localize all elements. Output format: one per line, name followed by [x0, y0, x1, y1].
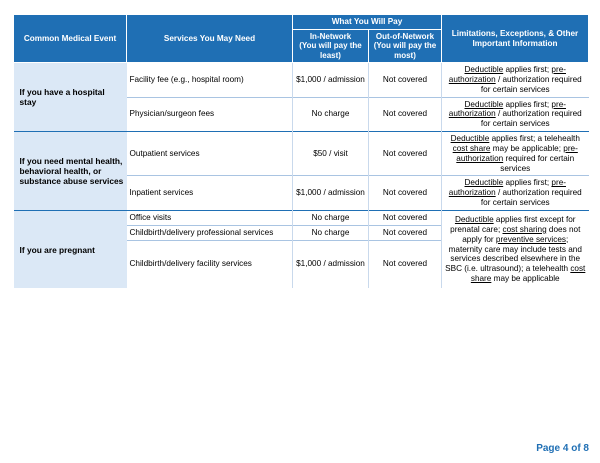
in-network-cost: $50 / visit: [293, 132, 369, 176]
header-out-network-label: Out-of-Network: [375, 31, 435, 41]
glossary-term: pre-authorization: [448, 178, 566, 198]
glossary-term: Deductible: [464, 65, 504, 74]
limitations-cell: [442, 132, 589, 176]
service-cell: Childbirth/delivery facility services: [127, 240, 293, 288]
service-cell: Facility fee (e.g., hospital room): [127, 63, 293, 98]
in-network-cost: No charge: [293, 210, 369, 225]
out-network-cost: Not covered: [369, 132, 442, 176]
glossary-term: cost share: [452, 143, 491, 153]
glossary-term: preventive services: [495, 234, 566, 244]
glossary-term: pre-authorization: [456, 143, 578, 163]
limitations-cell: [442, 210, 589, 288]
header-common-medical-event: Common Medical Event: [14, 15, 127, 63]
event-hospital-stay: If you have a hospital stay: [14, 63, 127, 132]
limitation-text: may be applicable: [491, 274, 560, 284]
glossary-term: pre-authorization: [448, 99, 566, 119]
header-in-network-sub: (You will pay the least): [299, 41, 362, 60]
header-out-of-network: [369, 30, 442, 63]
header-in-network: [293, 30, 369, 63]
limitation-text: / authorization required for certain services: [480, 74, 582, 94]
header-limitations: Limitations, Exceptions, & Other Important Information: [442, 15, 589, 63]
in-network-cost: $1,000 / admission: [293, 240, 369, 288]
benefits-table: [13, 14, 589, 288]
header-what-you-will-pay: What You Will Pay: [293, 15, 442, 30]
limitation-text: / authorization required for certain services: [480, 109, 582, 129]
header-services-you-may-need: Services You May Need: [127, 15, 293, 63]
out-network-cost: Not covered: [369, 63, 442, 98]
table-row: [14, 210, 589, 225]
limitation-text: applies first except for prenatal care;: [450, 215, 576, 234]
in-network-cost: $1,000 / admission: [293, 176, 369, 211]
header-out-network-sub: (You will pay the most): [373, 41, 437, 60]
service-cell: Office visits: [127, 210, 293, 225]
limitations-cell: [442, 176, 589, 211]
limitation-text: / authorization required for certain services: [480, 188, 582, 208]
limitation-text: may be applicable;: [490, 143, 564, 153]
in-network-cost: $1,000 / admission: [293, 63, 369, 98]
limitation-text: applies first;: [503, 99, 552, 109]
out-network-cost: Not covered: [369, 97, 442, 132]
glossary-term: cost share: [470, 264, 586, 284]
glossary-term: cost sharing: [502, 224, 547, 234]
out-network-cost: Not covered: [369, 240, 442, 288]
out-network-cost: Not covered: [369, 225, 442, 240]
out-network-cost: Not covered: [369, 210, 442, 225]
limitation-text: does not apply for: [462, 224, 581, 244]
glossary-term: Deductible: [450, 134, 490, 144]
limitation-text: applies first;: [503, 65, 552, 74]
service-cell: Outpatient services: [127, 132, 293, 176]
limitation-text: required for certain services: [500, 153, 575, 173]
event-mental-health: If you need mental health, behavioral health, or substance abuse services: [14, 132, 127, 211]
page-number: Page 4 of 8: [536, 443, 589, 454]
service-cell: Childbirth/delivery professional services: [127, 225, 293, 240]
in-network-cost: No charge: [293, 225, 369, 240]
glossary-term: Deductible: [464, 178, 504, 188]
limitation-text: ; maternity care may include tests and services described elsewhere in the SBC (i.e. ultrasound); a telehealth: [445, 234, 582, 274]
service-cell: Physician/surgeon fees: [127, 97, 293, 132]
limitations-cell: [442, 97, 589, 132]
event-pregnant: If you are pregnant: [14, 210, 127, 288]
glossary-term: pre-authorization: [448, 65, 566, 84]
in-network-cost: No charge: [293, 97, 369, 132]
service-cell: Inpatient services: [127, 176, 293, 211]
table-row: [14, 132, 589, 176]
limitation-text: applies first; a telehealth: [489, 134, 580, 144]
glossary-term: Deductible: [464, 99, 504, 109]
out-network-cost: Not covered: [369, 176, 442, 211]
glossary-term: Deductible: [454, 215, 494, 225]
limitations-cell: [442, 63, 589, 98]
table-row: [14, 63, 589, 98]
limitation-text: applies first;: [503, 178, 552, 188]
header-in-network-label: In-Network: [309, 31, 352, 41]
